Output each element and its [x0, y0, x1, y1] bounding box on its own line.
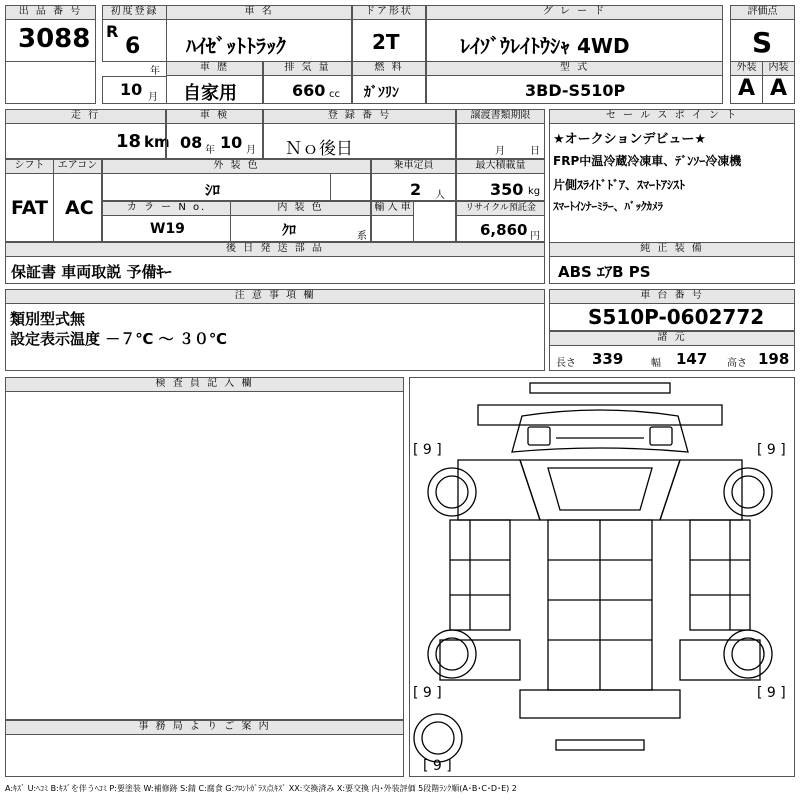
first-reg-label: 初度登録: [102, 5, 167, 20]
door-value: 2T: [372, 30, 400, 54]
legend-text: A:ｷｽﾞ U:ﾍｺﾐ B:ｷｽﾞを伴うﾍｺﾐ P:要塗装 W:補修跡 S:錆 C:腐食 G:ﾌﾛﾝﾄｶﾞﾗｽ点ｷｽﾞ XX:交換済み X:要交換 内･外装評価 5段階ﾗﾝｸ順(A･B･C･D･E) 2: [5, 784, 517, 793]
chassis-label: 車 台 番 号: [549, 289, 795, 304]
history-value: 自家用: [183, 83, 237, 104]
sales-point-label: セ ー ル ス ポ イ ン ト: [549, 109, 795, 124]
chassis-value: S510P-0602772: [588, 305, 765, 329]
displacement-label: 排 気 量: [263, 61, 352, 76]
exterior-score: A: [738, 76, 756, 101]
tire-mark-front-right: [ 9 ]: [757, 442, 786, 458]
sales-point-line-3: 片側ｽﾗｲﾄﾞﾄﾞｱ、ｽﾏｰﾄｱｼｽﾄ: [553, 178, 686, 192]
equipment-value: ABS ｴｱB PS: [558, 263, 651, 281]
exterior-label: 外装: [730, 61, 763, 76]
right-side-shape: [690, 520, 750, 630]
persons-unit: 人: [435, 190, 445, 201]
aircon-value: AC: [65, 197, 94, 219]
cab-roof-shape: [512, 410, 688, 452]
int-color-label: 内 装 色: [230, 201, 371, 216]
car-name-label: 車 名: [166, 5, 352, 20]
capacity-label: 乗車定員: [371, 159, 456, 174]
left-door-shape: [458, 460, 540, 520]
height-label: 高さ: [727, 358, 747, 369]
reg-year-value: 6: [125, 34, 141, 59]
era-mark: R: [106, 22, 119, 41]
history-label: 車 歴: [166, 61, 263, 76]
later-parts-value: 保証書 車両取説 予備ｷｰ: [11, 263, 172, 281]
lot-no-value: 3088: [18, 24, 91, 54]
yen-unit: 円: [530, 231, 540, 242]
recycle-label: リサイクル預託金: [456, 201, 545, 216]
front-bumper-shape: [530, 383, 670, 393]
mileage-value: 18: [116, 131, 142, 152]
tire-mark-spare: [ 9 ]: [423, 758, 452, 774]
width-value: 147: [676, 350, 708, 368]
transfer-month: 月: [495, 146, 505, 157]
rear-bumper-shape: [556, 740, 644, 750]
model-value: 3BD-S510P: [525, 81, 626, 100]
interior-score: A: [770, 76, 788, 101]
max-load-label: 最大積載量: [456, 159, 545, 174]
sales-point-line-1: ★オークションデビュー★: [553, 132, 707, 147]
insp-year-value: 08: [180, 133, 203, 152]
car-name-value: ﾊｲｾﾞｯﾄﾄﾗｯｸ: [186, 34, 286, 58]
shift-value: FAT: [11, 197, 48, 219]
interior-label: 内装: [762, 61, 795, 76]
sales-point-line-4: ｽﾏｰﾄｲﾝﾅｰﾐﾗｰ、ﾊﾞｯｸｶﾒﾗ: [553, 200, 663, 213]
reg-no-label: 登 録 番 号: [263, 109, 456, 124]
lot-no-label: 出 品 番 号: [5, 5, 96, 20]
rear-left-wheel: [428, 630, 476, 678]
ext-color-value: ｼﾛ: [205, 181, 221, 199]
score-value: S: [752, 26, 773, 59]
front-right-wheel: [724, 468, 772, 516]
displacement-value: 660: [292, 81, 326, 100]
insp-year-unit: 年: [205, 145, 215, 156]
recycle-value: 6,860: [480, 221, 528, 239]
score-label: 評価点: [730, 5, 795, 20]
kg-unit: kg: [528, 186, 541, 197]
transfer-label: 譲渡書類期限: [456, 109, 545, 124]
notes-line-2: 設定表示温度 －７℃ ～ ３０℃: [10, 330, 227, 348]
grade-label: グ レ ー ド: [426, 5, 723, 20]
front-panel-shape: [478, 405, 722, 425]
sales-point-line-2: FRP中温冷蔵冷凍車、ﾃﾞﾝｿｰ冷凍機: [553, 154, 742, 168]
height-value: 198: [758, 350, 790, 368]
fuel-value: ｶﾞｿﾘﾝ: [364, 85, 399, 101]
left-rear-shape: [440, 640, 520, 680]
windshield-shape: [520, 460, 680, 520]
grade-value: ﾚｲｿﾞｳﾚｲﾄｳｼｬ 4WD: [460, 34, 630, 58]
reg-month-unit: 月: [148, 92, 158, 103]
capacity-value: 2: [410, 180, 422, 199]
spare-wheel: [414, 714, 462, 762]
length-value: 339: [592, 350, 624, 368]
left-side-shape: [450, 520, 510, 630]
width-label: 幅: [651, 358, 661, 369]
tire-mark-front-left: [ 9 ]: [413, 442, 442, 458]
shift-label: シフト: [5, 159, 54, 174]
reg-year-unit: 年: [150, 66, 160, 77]
rear-right-wheel: [724, 630, 772, 678]
insp-month-value: 10: [220, 133, 243, 152]
notes-label: 注 意 事 項 欄: [5, 289, 545, 304]
reg-no-value: Ｎｏ後日: [285, 139, 353, 159]
right-rear-shape: [680, 640, 760, 680]
dimensions-label: 諸 元: [549, 331, 795, 346]
tire-mark-rear-right: [ 9 ]: [757, 685, 786, 701]
front-left-wheel: [428, 468, 476, 516]
door-label: ドア形状: [352, 5, 426, 20]
ext-color-label: 外 装 色: [102, 159, 371, 174]
later-parts-label: 後 日 発 送 部 品: [5, 242, 545, 257]
max-load-value: 350: [490, 180, 524, 199]
notes-line-1: 類別型式無: [10, 310, 86, 328]
km-unit: km: [144, 133, 170, 151]
tire-mark-rear-left: [ 9 ]: [413, 685, 442, 701]
length-label: 長さ: [556, 358, 576, 369]
right-door-shape: [660, 460, 742, 520]
inspection-label: 車 検: [166, 109, 263, 124]
mileage-label: 走 行: [5, 109, 166, 124]
color-no-value: W19: [150, 221, 185, 237]
color-no-label: カ ラ ー N o.: [102, 201, 231, 216]
import-label: 輸 入 車: [371, 201, 414, 216]
office-label: 事 務 局 よ り ご 案 内: [5, 720, 404, 735]
aircon-label: エアコン: [53, 159, 102, 174]
int-color-value: ｸﾛ: [282, 223, 296, 239]
reg-month-value: 10: [120, 80, 143, 99]
series-unit: 系: [357, 231, 367, 242]
rear-panel-shape: [520, 690, 680, 718]
transfer-day: 日: [530, 146, 540, 157]
fuel-label: 燃 料: [352, 61, 426, 76]
equipment-label: 純 正 装 備: [549, 242, 795, 257]
inspector-label: 検 査 員 記 入 欄: [5, 377, 404, 392]
cc-unit: cc: [329, 89, 340, 100]
model-label: 型 式: [426, 61, 723, 76]
insp-month-unit: 月: [246, 145, 256, 156]
